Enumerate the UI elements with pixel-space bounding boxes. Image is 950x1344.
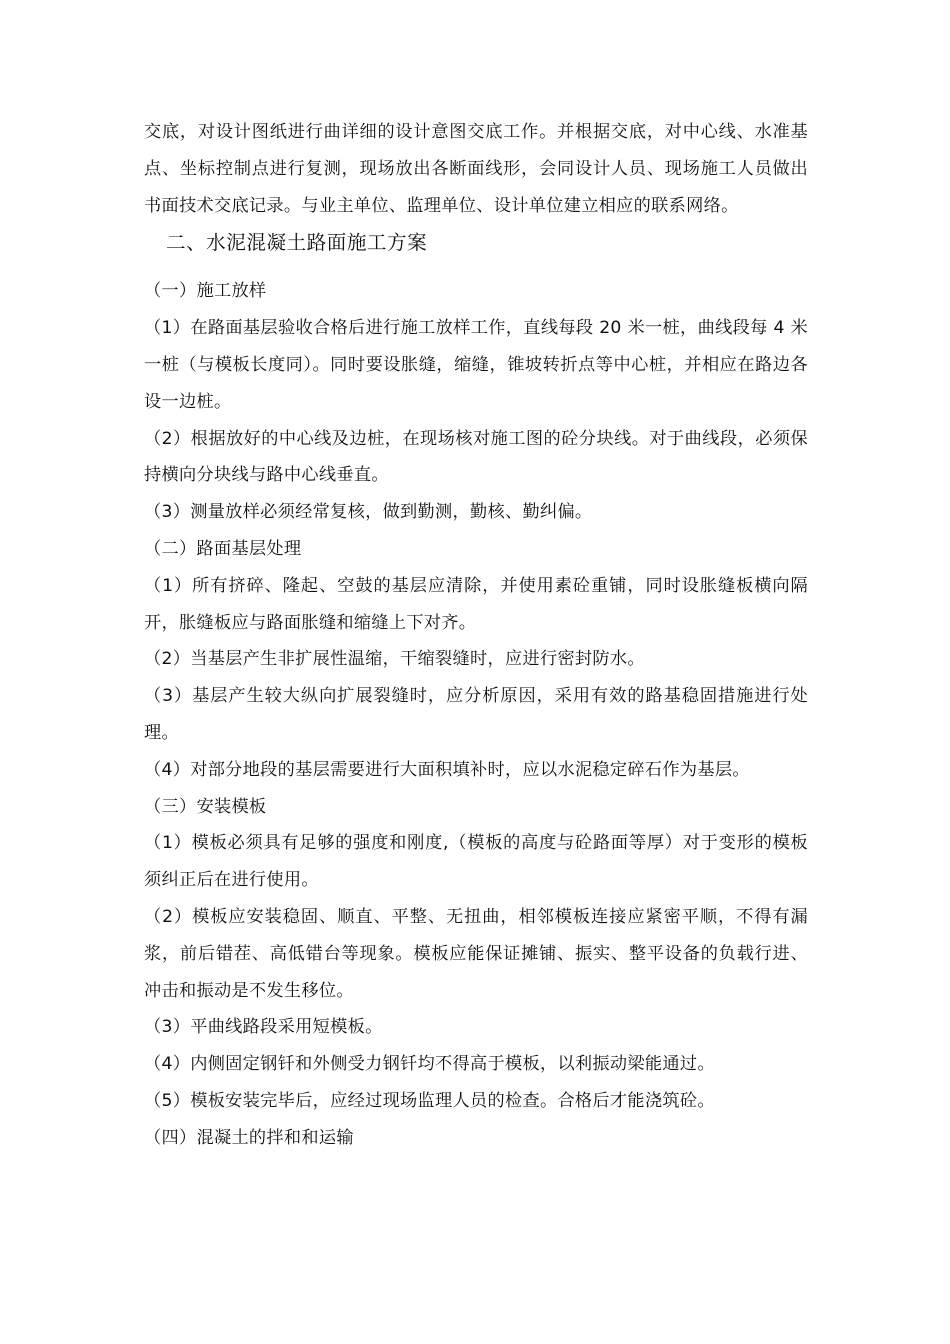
document-body (144, 114, 808, 1157)
subsection-heading-3: （三）安装模板 (144, 796, 267, 817)
section-heading: 二、水泥混凝土路面施工方案 (166, 231, 428, 255)
list-item: （2）模板应安装稳固、顺直、平整、无扭曲，相邻模板连接应紧密平顺，不得有漏浆，前后错茬、高低错台等现象。模板应能保证摊铺、振实、整平设备的负载行进、冲击和振动是不发生移位。 (144, 906, 808, 1001)
subsection-heading-1: （一）施工放样 (144, 281, 267, 302)
list-item: （1）在路面基层验收合格后进行施工放样工作，直线每段 20 米一桩，曲线段每 4 米一桩（与模板长度同）。同时要设胀缝，缩缝，锥坡转折点等中心桩，并相应在路边各设一边桩。 (144, 318, 808, 412)
list-item: （4）内侧固定钢钎和外侧受力钢钎均不得高于模板，以利振动梁能通过。 (144, 1054, 715, 1075)
list-item: （3）测量放样必须经常复核，做到勤测，勤核、勤纠偏。 (144, 502, 593, 523)
list-item: （3）基层产生较大纵向扩展裂缝时，应分析原因，采用有效的路基稳固措施进行处理。 (144, 686, 808, 743)
intro-paragraph: 交底，对设计图纸进行曲详细的设计意图交底工作。并根据交底，对中心线、水准基点、坐标控制点进行复测，现场放出各断面线形，会同设计人员、现场施工人员做出书面技术交底记录。与业主单位、监理单位、设计单位建立相应的联系网络。 (144, 122, 808, 216)
list-item: （2）根据放好的中心线及边桩，在现场核对施工图的砼分块线。对于曲线段，必须保持横向分块线与路中心线垂直。 (144, 428, 808, 486)
list-item: （3）平曲线路段采用短模板。 (144, 1017, 383, 1038)
subsection-heading-4: （四）混凝土的拌和和运输 (144, 1127, 354, 1148)
list-item: （1）模板必须具有足够的强度和刚度,（模板的高度与砼路面等厚）对于变形的模板须纠正后在进行使用。 (144, 833, 808, 891)
list-item: （4）对部分地段的基层需要进行大面积填补时，应以水泥稳定碎石作为基层。 (144, 759, 750, 780)
subsection-heading-2: （二）路面基层处理 (144, 538, 302, 559)
list-item: （5）模板安装完毕后，应经过现场监理人员的检查。合格后才能浇筑砼。 (144, 1090, 715, 1111)
list-item: （2）当基层产生非扩展性温缩，干缩裂缝时，应进行密封防水。 (144, 649, 645, 670)
list-item: （1）所有挤碎、隆起、空鼓的基层应清除，并使用素砼重铺，同时设胀缝板横向隔开，胀缝板应与路面胀缝和缩缝上下对齐。 (144, 575, 808, 633)
